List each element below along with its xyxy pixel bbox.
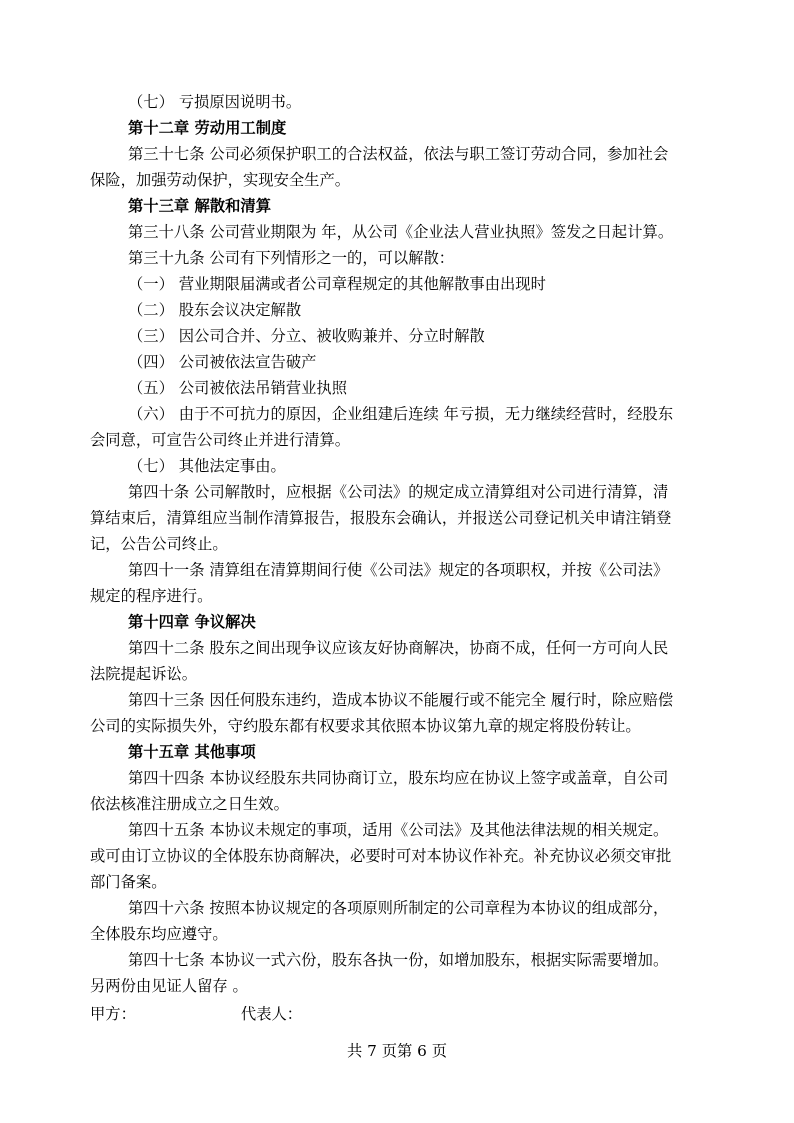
text-line: （二） 股东会议决定解散 [128,301,302,319]
text-line: 第三十八条 公司营业期限为 年，从公司《企业法人营业执照》签发之日起计算。 [128,223,674,241]
text-line: 保险，加强劳动保护，实现安全生产。 [90,171,351,189]
chapter-heading: 第十五章 其他事项 [128,743,256,761]
text-line: （七） 亏损原因说明书。 [128,93,302,111]
text-line: （一） 营业期限届满或者公司章程规定的其他解散事由出现时 [128,275,546,293]
text-line: 第三十九条 公司有下列情形之一的，可以解散： [128,249,455,267]
party-a-label: 甲方： [90,1005,136,1023]
text-line: （三） 因公司合并、分立、被收购兼并、分立时解散 [128,327,485,345]
text-line: 规定的程序进行。 [90,587,213,605]
text-line: （七） 其他法定事由。 [128,457,286,475]
text-line: （五） 公司被依法吊销营业执照 [128,379,348,397]
text-lines [90,89,702,999]
text-line: 算结束后，清算组应当制作清算报告，报股东会确认，并报送公司登记机关申请注销登 [90,509,672,527]
representative-label: 代表人： [240,1005,303,1023]
text-line: 会同意，可宣告公司终止并进行清算。 [90,431,351,449]
chapter-heading: 第十三章 解散和清算 [128,197,271,215]
chapter-heading: 第十四章 争议解决 [128,613,256,631]
text-line: 第四十一条 清算组在清算期间行使《公司法》规定的各项职权，并按《公司法》 [128,561,669,579]
chapter-heading: 第十二章 劳动用工制度 [128,119,287,137]
text-line: 依法核准注册成立之日生效。 [90,795,289,813]
text-line: 公司的实际损失外，守约股东都有权要求其依照本协议第九章的规定将股份转让。 [90,717,641,735]
document-body [90,89,702,1027]
text-line: 第四十三条 因任何股东违约，造成本协议不能履行或不能完全 履行时，除应赔偿 [128,691,674,709]
text-line: 部门备案。 [90,873,167,891]
text-line: 第四十条 公司解散时，应根据《公司法》的规定成立清算组对公司进行清算，清 [128,483,669,501]
text-line: 第三十七条 公司必须保护职工的合法权益，依法与职工签订劳动合同，参加社会 [128,145,669,163]
text-line: 另两份由见证人留存 。 [90,977,248,995]
text-line: 全体股东均应遵守。 [90,925,228,943]
text-line: 法院提起诉讼。 [90,665,198,683]
text-line: 第四十六条 按照本协议规定的各项原则所制定的公司章程为本协议的组成部分， [128,899,669,917]
text-line: 第四十七条 本协议一式六份，股东各执一份，如增加股东，根据实际需要增加。 [128,951,669,969]
text-line: 第四十四条 本协议经股东共同协商订立，股东均应在协议上签字或盖章，自公司 [128,769,669,787]
text-line: （四） 公司被依法宣告破产 [128,353,317,371]
text-line: 或可由订立协议的全体股东协商解决，必要时可对本协议作补充。补充协议必须交审批 [90,847,672,865]
page-footer: 共 7 页第 6 页 [346,1042,448,1060]
text-line: 第四十五条 本协议未规定的事项，适用《公司法》及其他法律法规的相关规定。 [128,821,669,839]
text-line: 第四十二条 股东之间出现争议应该友好协商解决，协商不成，任何一方可向人民 [128,639,669,657]
text-line: （六） 由于不可抗力的原因，企业组建后连续 年亏损，无力继续经营时，经股东 [128,405,674,423]
signature-line [90,1001,702,1027]
text-line: 记，公告公司终止。 [90,535,228,553]
